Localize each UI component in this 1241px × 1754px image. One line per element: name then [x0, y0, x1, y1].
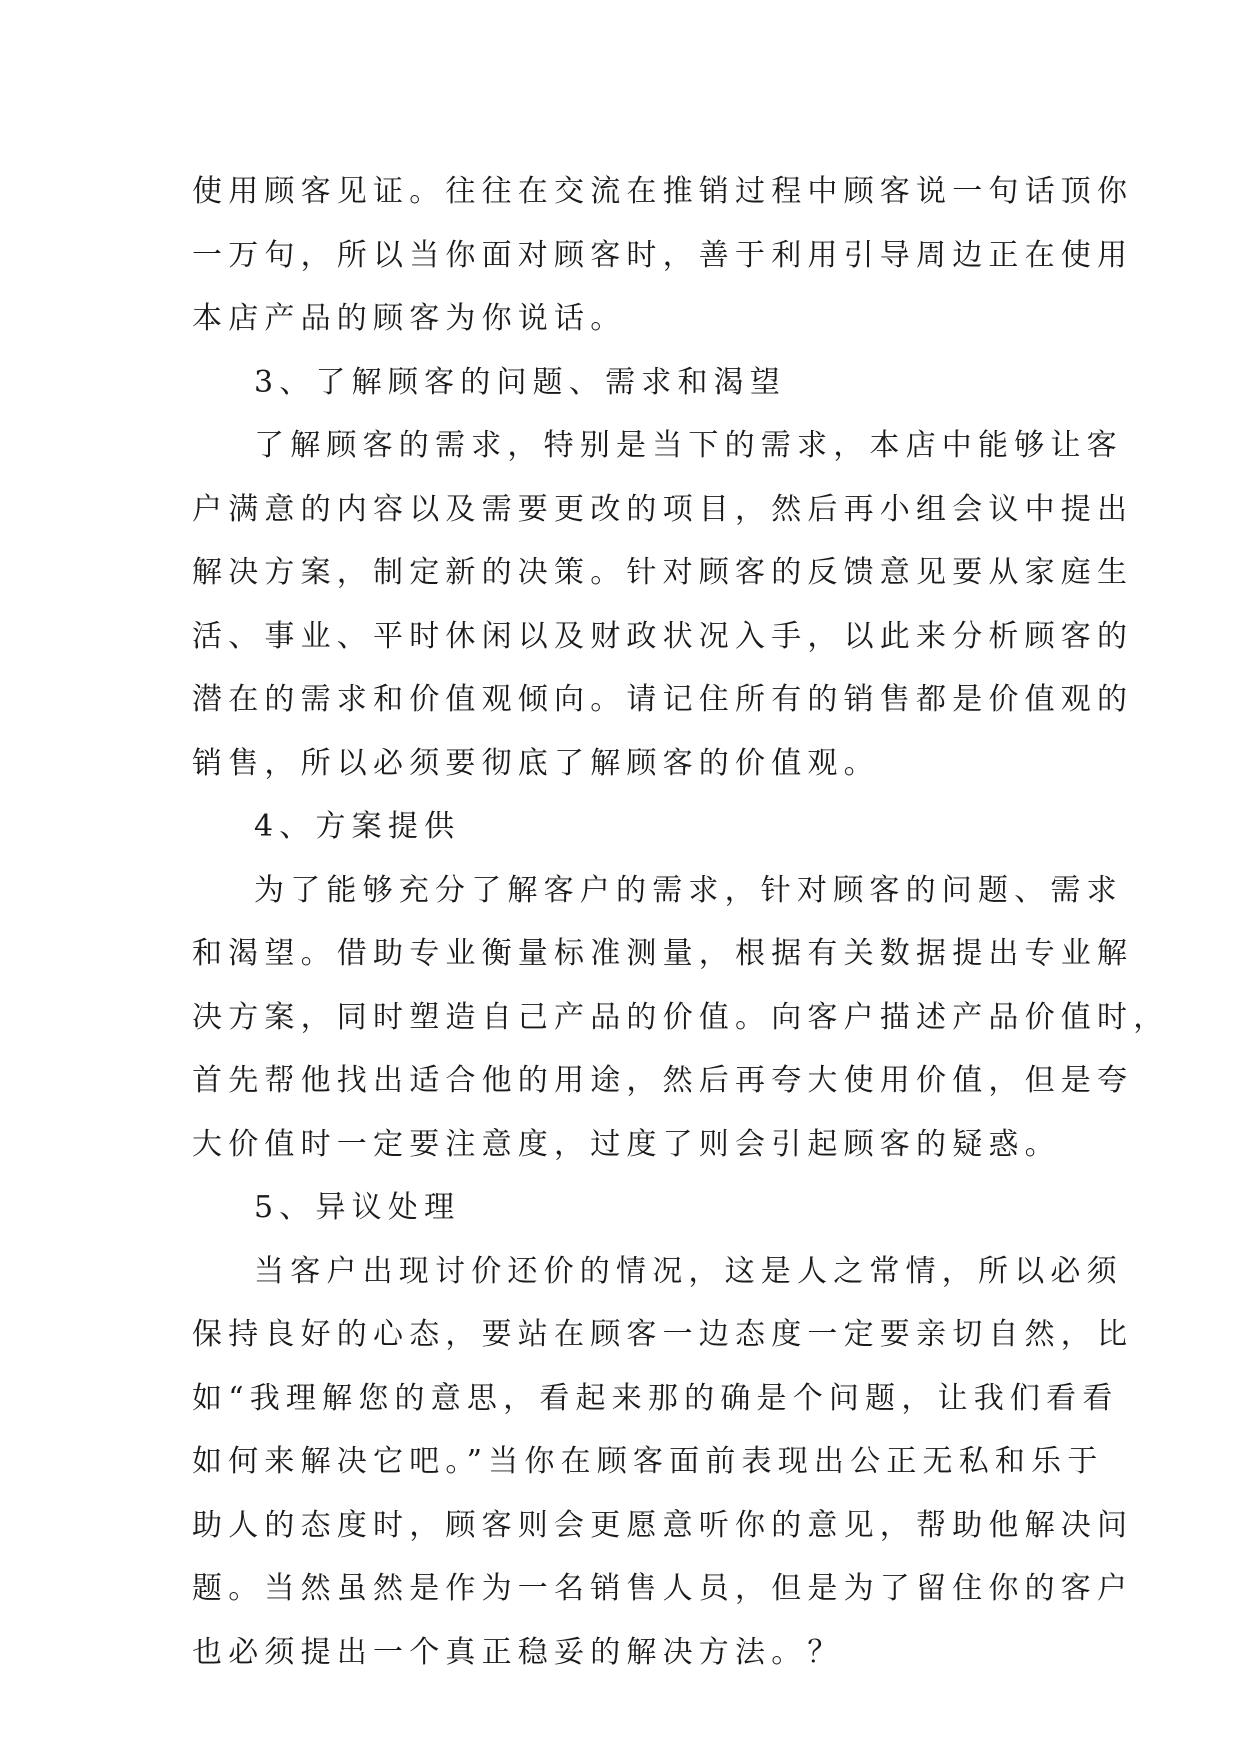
text-line: 使用顾客见证。往往在交流在推销过程中顾客说一句话顶你	[192, 174, 1134, 209]
text-line: 为了能够充分了解客户的需求，针对顾客的问题、需求	[254, 872, 1123, 908]
text-line: 大价值时一定要注意度，过度了则会引起顾客的疑惑。	[192, 1126, 1061, 1162]
text-line: 解决方案，制定新的决策。针对顾客的反馈意见要从家庭生	[192, 555, 1134, 590]
text-line: 保持良好的心态，要站在顾客一边态度一定要亲切自然，比	[192, 1317, 1134, 1352]
text-line: 也必须提出一个真正稳妥的解决方法。？	[192, 1634, 844, 1670]
text-line: 如何来解决它吧。”当你在顾客面前表现出公正无私和乐于	[192, 1444, 1104, 1479]
text-line: 和渴望。借助专业衡量标准测量，根据有关数据提出专业解	[192, 936, 1134, 971]
text-line: 题。当然虽然是作为一名销售人员，但是为了留住你的客户	[192, 1571, 1134, 1606]
text-line: 当客户出现讨价还价的情况，这是人之常情，所以必须	[254, 1253, 1123, 1289]
section-heading: 3、了解顾客的问题、需求和渴望	[254, 364, 787, 400]
text-line: 户满意的内容以及需要更改的项目，然后再小组会议中提出	[192, 491, 1134, 527]
section-heading: 5、异议处理	[254, 1190, 461, 1225]
section-heading: 4、方案提供	[254, 809, 461, 844]
text-line: 一万句，所以当你面对顾客时，善于利用引导周边正在使用	[192, 237, 1134, 273]
text-line: 助人的态度时，顾客则会更愿意听你的意见，帮助他解决问	[192, 1507, 1134, 1543]
document-body	[192, 160, 1170, 1684]
text-line: 活、事业、平时休闲以及财政状况入手，以此来分析顾客的	[192, 618, 1134, 654]
text-line: 销售，所以必须要彻底了解顾客的价值观。	[192, 745, 880, 781]
text-line: 首先帮他找出适合他的用途，然后再夸大使用价值，但是夸	[192, 1063, 1134, 1098]
text-line: 了解顾客的需求，特别是当下的需求，本店中能够让客	[254, 428, 1123, 463]
text-line: 潜在的需求和价值观倾向。请记住所有的销售都是价值观的	[192, 682, 1134, 717]
text-line: 决方案，同时塑造自己产品的价值。向客户描述产品价值时，	[192, 999, 1170, 1035]
text-line: 如“我理解您的意思，看起来那的确是个问题，让我们看看	[192, 1380, 1119, 1416]
text-line: 本店产品的顾客为你说话。	[192, 301, 627, 336]
